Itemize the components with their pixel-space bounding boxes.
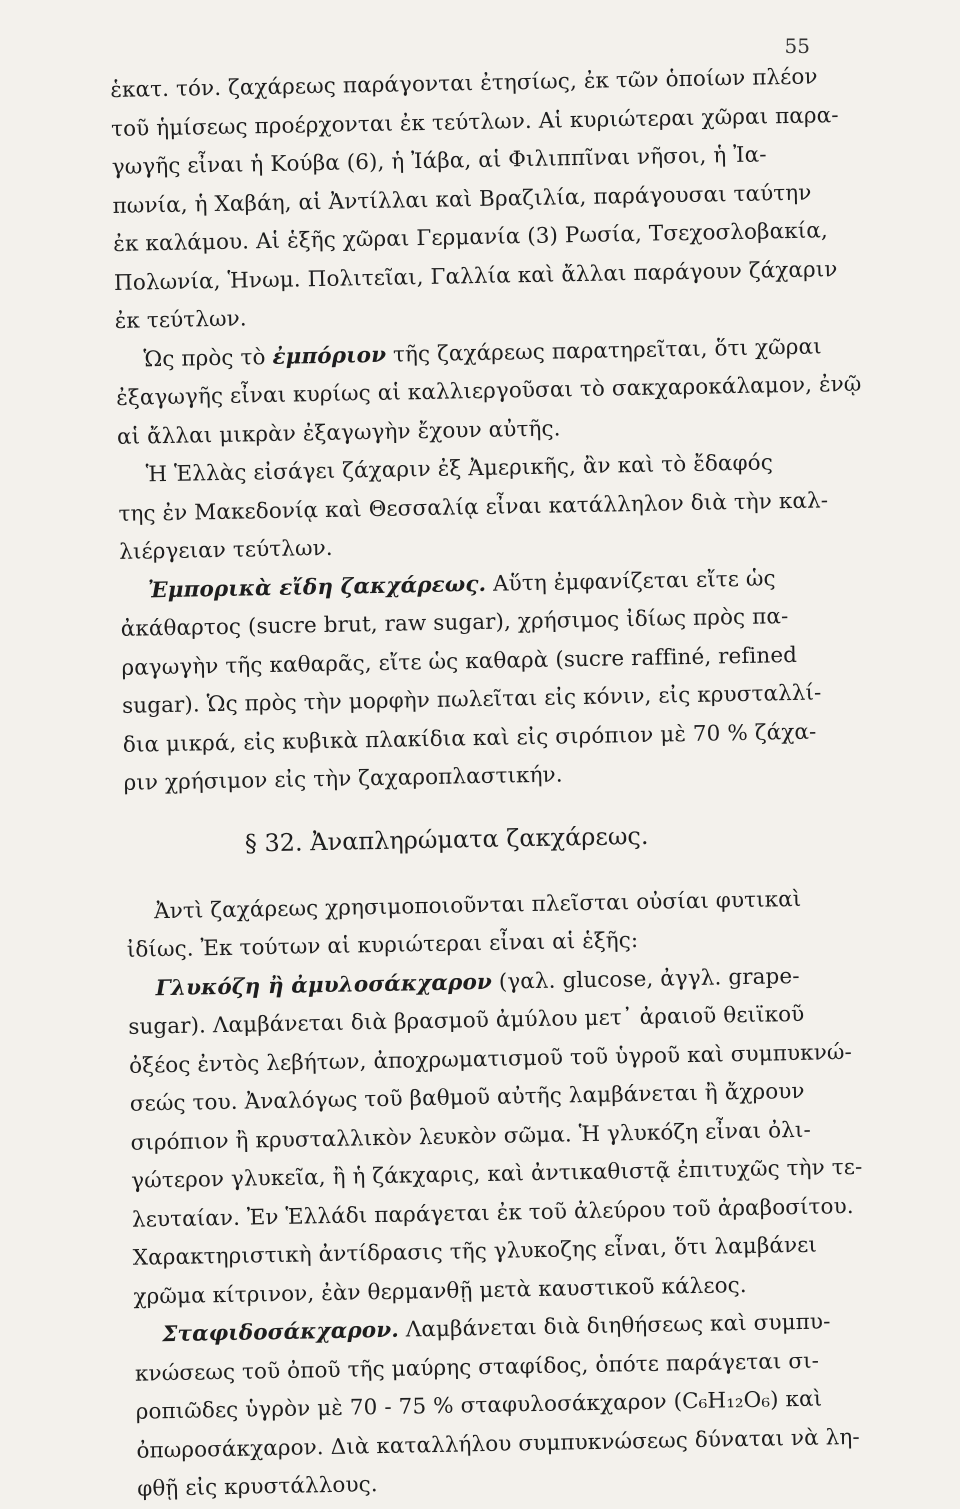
text-line: τοῦ ἡμίσεως προέρχονται ἐκ τεύτλων. Αἱ κυριώτεραι χῶραι παρα- <box>110 102 839 142</box>
text-line: αἱ ἄλλαι μικρὰν ἐξαγωγὴν ἔχουν αὐτῆς. <box>116 415 561 450</box>
text-line: ἐκ καλάμου. Αἱ ἑξῆς χῶραι Γερμανία (3) Ρωσία, Τσεχοσλοβακία, <box>113 218 829 257</box>
body-text <box>110 58 877 1509</box>
text-line: δια μικρά, εἰς κυβικὰ πλακίδια καὶ εἰς σιρόπιον μὲ 70 % ζάχα- <box>122 719 817 758</box>
text-line: Πολωνία, Ἡνωμ. Πολιτεῖαι, Γαλλία καὶ ἄλλαι παράγουν ζάχαριν <box>113 256 838 296</box>
text-line: πωνία, ἡ Χαβάη, αἱ Ἀντίλλαι καὶ Βραζιλία, παράγουσαι ταύτην <box>112 180 812 219</box>
text-span: Λαμβάνεται διὰ διηθήσεως καὶ συμπυ- <box>398 1309 831 1343</box>
text-line: ὀξέος ἐντὸς λεβήτων, ἀποχρωματισμοῦ τοῦ ὑγροῦ καὶ συμπυκνώ- <box>128 1039 853 1079</box>
text-line: sugar). Ὡς πρὸς τὴν μορφὴν πωλεῖται εἰς κόνιν, εἰς κρυσταλλί- <box>121 680 822 719</box>
text-line: ριν χρήσιμον εἰς τὴν ζαχαροπλαστικήν. <box>123 762 563 796</box>
emphasis-term: Ἐμπορικὰ εἴδη ζακχάρεως. <box>147 571 487 603</box>
text-span: (γαλ. glucose, ἀγγλ. grape- <box>491 963 800 995</box>
emphasis-term: Σταφιδοσάκχαρον. <box>162 1317 400 1348</box>
text-line: ἀκάθαρτος (sucre brut, raw sugar), χρήσιμος ἰδίως πρὸς πα- <box>120 604 789 642</box>
text-line: σιρόπιον ἢ κρυσταλλικὸν λευκὸν σῶμα. Ἡ γλυκόζη εἶναι ὀλι- <box>130 1117 812 1156</box>
text-line: ὀπωροσάκχαρον. Διὰ καταλλήλου συμπυκνώσεως δύναται νὰ λη- <box>136 1424 860 1464</box>
text-line: ἐξαγωγῆς εἶναι κυρίως αἱ καλλιεργοῦσαι τὸ σακχαροκάλαμον, ἐνῷ <box>116 371 862 411</box>
text-line: λευταίαν. Ἐν Ἑλλάδι παράγεται ἐκ τοῦ ἀλεύρου τοῦ ἀραβοσίτου. <box>131 1193 854 1233</box>
text-line: ἐκ τεύτλων. <box>114 306 247 334</box>
text-line: sugar). Λαμβάνεται διὰ βρασμοῦ ἀμύλου μετ᾽ ἀραιοῦ θειϊκοῦ <box>128 1001 805 1040</box>
text-line: Ἀντὶ ζαχάρεως χρησιμοποιοῦνται πλεῖσται οὐσίαι φυτικαὶ <box>153 886 802 924</box>
text-line: της ἐν Μακεδονίᾳ καὶ Θεσσαλίᾳ εἶναι κατάλληλον διὰ τὴν καλ- <box>118 487 829 527</box>
emphasis-term: Γλυκόζη ἢ ἀμυλοσάκχαρον <box>155 969 493 1001</box>
emphasis-term: ἐμπόριον <box>272 342 387 370</box>
text-line: ἰδίως. Ἐκ τούτων αἱ κυριώτεραι εἶναι αἱ ἑξῆς: <box>126 928 639 963</box>
text-line: ροπιῶδες ὑγρὸν μὲ 70 - 75 % σταφυλοσάκχαρον (C₆H₁₂O₆) καὶ <box>135 1386 823 1425</box>
text-line: σεώς του. Ἀναλόγως τοῦ βαθμοῦ αὐτῆς λαμβάνεται ἢ ἄχρουν <box>129 1078 805 1117</box>
text-line: Ἡ Ἑλλὰς εἰσάγει ζάχαριν ἐξ Ἀμερικῆς, ἂν καὶ τὸ ἔδαφός <box>145 450 774 488</box>
text-line: ραγωγὴν τῆς καθαρᾶς, εἴτε ὡς καθαρὰ (sucre raffiné, refined <box>121 642 798 681</box>
text-line: γωγῆς εἶναι ἡ Κούβα (6), ἡ Ἰάβα, αἱ Φιλιππῖναι νῆσοι, ἡ Ἰα- <box>111 142 767 180</box>
text-span: τῆς ζαχάρεως παρατηρεῖται, ὅτι χῶραι <box>385 333 822 368</box>
text-span: Ὡς πρὸς τὸ <box>143 344 273 372</box>
text-line: ἑκατ. τόν. ζαχάρεως παράγονται ἐτησίως, ἐκ τῶν ὁποίων πλέον <box>110 64 818 103</box>
text-span: Αὕτη ἐμφανίζεται εἴτε ὡς <box>485 565 776 597</box>
text-line: λιέργειαν τεύτλων. <box>118 535 333 565</box>
text-line: γώτερον γλυκεῖα, ἢ ἡ ζάκχαρις, καὶ ἀντικαθιστᾷ ἐπιτυχῶς τὴν τε- <box>131 1154 863 1194</box>
text-line: φθῇ εἰς κρυστάλλους. <box>136 1472 378 1502</box>
page-number: 55 <box>784 34 810 58</box>
section-heading: § 32. Ἀναπληρώματα ζακχάρεως. <box>244 821 649 858</box>
text-line: κνώσεως τοῦ ὀποῦ τῆς μαύρης σταφίδος, ὁπότε παράγεται σι- <box>134 1348 820 1387</box>
text-line: χρῶμα κίτρινον, ἐὰν θερμανθῇ μετὰ καυστικοῦ κάλεος. <box>133 1272 747 1310</box>
text-line: Χαρακτηριστικὴ ἀντίδρασις τῆς γλυκοζης εἶναι, ὅτι λαμβάνει <box>132 1232 818 1271</box>
